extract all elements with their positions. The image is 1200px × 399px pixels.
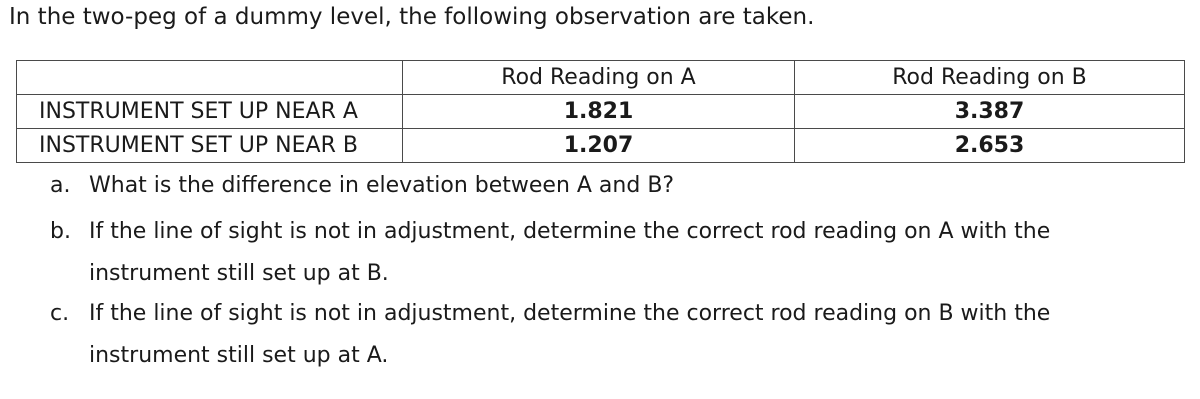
reading-a-near-b: 1.207 [403, 129, 795, 163]
row-label-near-a: INSTRUMENT SET UP NEAR A [17, 95, 403, 129]
question-text-line: instrument still set up at A. [89, 343, 389, 368]
reading-b-near-b: 2.653 [795, 129, 1185, 163]
reading-b-near-a: 3.387 [795, 95, 1185, 129]
question-text-line: If the line of sight is not in adjustment, determine the correct rod reading on B with the [89, 301, 1051, 326]
header-corner-cell [17, 61, 403, 95]
question-marker: a. [50, 173, 71, 198]
question-c [50, 293, 1180, 377]
observation-table [16, 60, 1185, 163]
row-label-near-b: INSTRUMENT SET UP NEAR B [17, 129, 403, 163]
question-marker: c. [50, 301, 70, 326]
question-text-line: instrument still set up at B. [89, 261, 389, 286]
table-row [17, 129, 1185, 163]
question-text: What is the difference in elevation between A and B? [89, 173, 675, 198]
table-header-row [17, 61, 1185, 95]
question-text-line: If the line of sight is not in adjustment, determine the correct rod reading on A with the [89, 219, 1051, 244]
table-row [17, 95, 1185, 129]
question-list [50, 169, 1180, 377]
reading-a-near-a: 1.821 [403, 95, 795, 129]
question-a [50, 169, 1180, 203]
question-b [50, 211, 1180, 295]
question-marker: b. [50, 219, 71, 244]
header-rod-reading-a: Rod Reading on A [403, 61, 795, 95]
header-rod-reading-b: Rod Reading on B [795, 61, 1185, 95]
intro-text: In the two-peg of a dummy level, the following observation are taken. [9, 4, 815, 30]
